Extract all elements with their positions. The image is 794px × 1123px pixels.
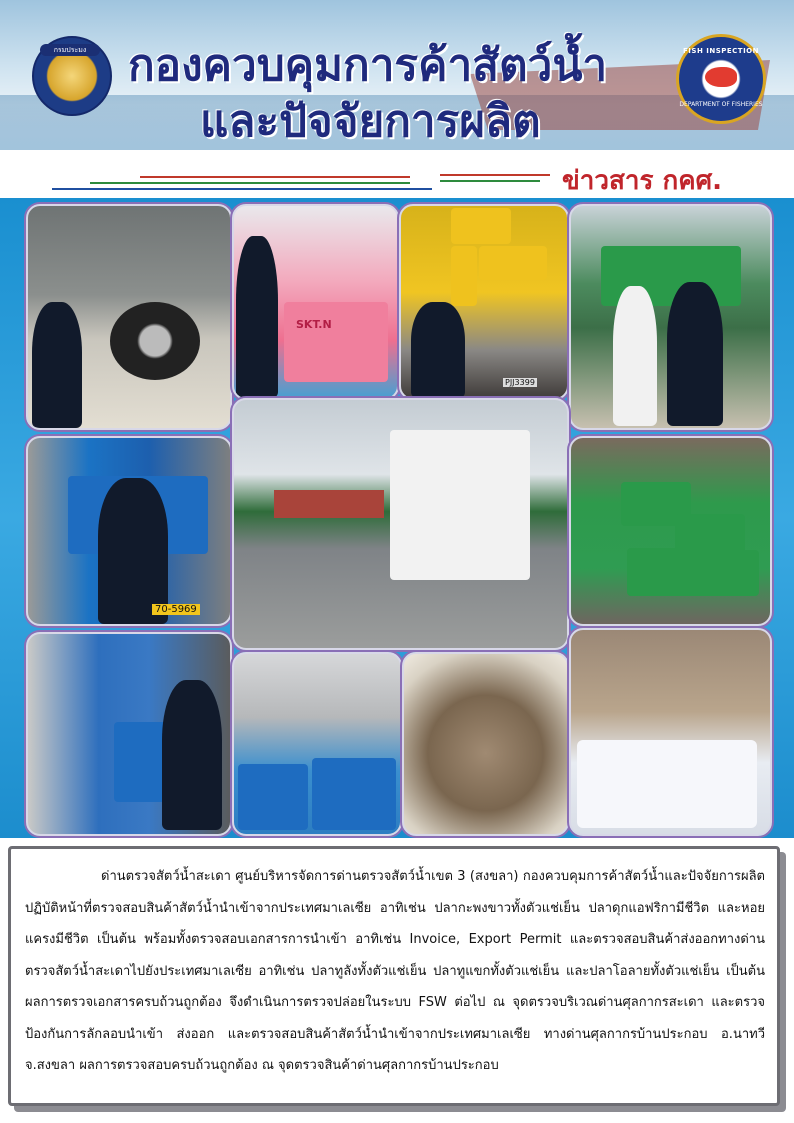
photo-collage xyxy=(0,198,794,838)
news-paragraph: ด่านตรวจสัตว์น้ำสะเดา ศูนย์บริหารจัดการด่านตรวจสัตว์น้ำเขต 3 (สงขลา) กองควบคุมการค้าสัตว์น้ำและปัจจัยการผลิต ปฏิบัติหน้าที่ตรวจสอบสินค้าสัตว์น้ำนำเข้าจากประเทศมาเลเซีย อาทิเช่น ปลากะพงขาวทั้งตัวแช่เย็น ปลาดุกแอฟริกามีชีวิต และหอยแครงมีชีวิต เป็นต้น พร้อมทั้งตรวจสอบเอกสารการนำเข้า อาทิเช่น Invoice, Export Permit และตรวจสอบสินค้าส่งออกทางด่านตรวจสัตว์น้ำสะเดาไปยังประเทศมาเลเซีย อาทิเช่น ปลาทูลังทั้งตัวแช่เย็น ปลาทูแขกทั้งตัวแช่เย็น และปลาโอลายทั้งตัวแช่เย็น เป็นต้น ผลการตรวจเอกสารครบถ้วนถูกต้อง จึงดำเนินการตรวจปล่อยในระบบ FSW ต่อไป ณ จุดตรวจบริเวณด่านศุลกากรสะเดา และตรวจป้องกันการลักลอบนำเข้า ส่งออก และตรวจสอบสินค้าสัตว์น้ำนำเข้าจากประเทศมาเลเซีย ทางด่านศุลกากรบ้านประกอบ อ.นาทวี จ.สงขลา ผลการตรวจสอบครบถ้วนถูกต้อง ณ จุดตรวจสินค้าด่านศุลกากรบ้านประกอบ xyxy=(25,869,765,1073)
truck-cab xyxy=(390,430,530,580)
box-label: SKT.N xyxy=(296,318,332,331)
officer-figure xyxy=(162,680,222,830)
photo-officer-climbing-blue-boxes xyxy=(26,436,232,626)
photo-cockles-on-feed-sacks xyxy=(569,628,772,836)
photo-clams-in-sack xyxy=(402,652,569,836)
logo-left-text: กรมประมง xyxy=(40,44,100,56)
fish-inspection-logo xyxy=(676,34,766,124)
page-title-line-1: กองควบคุมการค้าสัตว์น้ำ xyxy=(128,40,608,91)
photo-officer-inspecting-pink-boxes xyxy=(232,204,399,400)
page-title-line-2: และปัจจัยการผลิต xyxy=(200,96,541,147)
news-text-panel xyxy=(8,846,780,1106)
divider-line xyxy=(52,188,432,190)
logo-right-bottom-text: DEPARTMENT OF FISHERIES xyxy=(679,101,763,108)
photo-officer-with-truck-cargo xyxy=(26,204,232,430)
green-box xyxy=(687,550,759,596)
blue-box xyxy=(312,758,396,830)
divider-line xyxy=(440,180,540,182)
worker-figure xyxy=(613,286,657,426)
shipping-container xyxy=(274,490,384,518)
divider-line xyxy=(440,174,550,176)
divider-line xyxy=(140,176,410,178)
tire-icon xyxy=(110,302,200,380)
feed-sack xyxy=(577,740,757,828)
photo-cargo-truck-at-checkpoint xyxy=(232,398,569,650)
license-plate: PJJ3399 xyxy=(505,378,535,387)
header-banner xyxy=(0,0,794,150)
license-plate: 70-5969 xyxy=(152,604,200,615)
officer-figure xyxy=(98,478,168,624)
yellow-box xyxy=(451,246,477,306)
photo-officer-holding-fish-blue-boxes xyxy=(26,632,232,836)
yellow-box xyxy=(451,208,511,244)
news-strip xyxy=(0,150,794,198)
photo-two-officers-green-crates xyxy=(569,204,772,430)
photo-green-boxes-in-container xyxy=(569,436,772,626)
logo-right-top-text: FISH INSPECTION xyxy=(683,47,759,55)
divider-line xyxy=(90,182,410,184)
photo-officer-holding-fish-yellow-boxes xyxy=(399,204,569,400)
yellow-box xyxy=(479,246,547,280)
officer-figure xyxy=(236,236,278,398)
news-label: ข่าวสาร กคศ. xyxy=(562,166,722,196)
department-of-fisheries-logo xyxy=(32,36,112,116)
fish-icon xyxy=(705,67,737,87)
photo-blue-boxes-in-container xyxy=(232,652,402,836)
blue-box xyxy=(238,764,308,830)
officer-figure xyxy=(667,282,723,426)
officer-figure xyxy=(411,302,465,398)
officer-figure xyxy=(32,302,82,428)
pink-box xyxy=(284,302,388,382)
